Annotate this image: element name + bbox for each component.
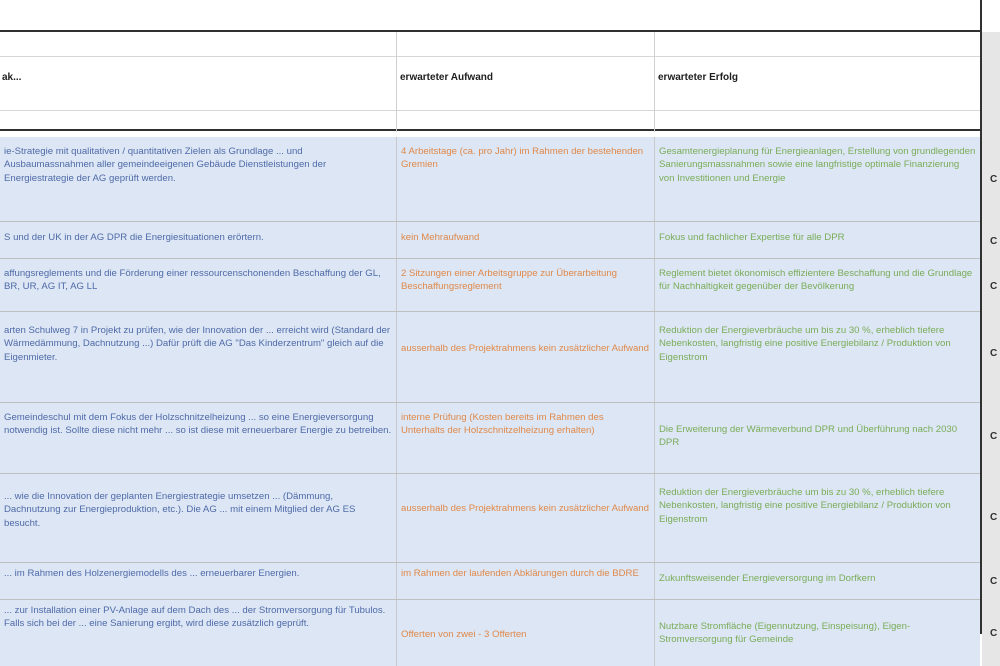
side-cell-mark: C (990, 576, 998, 587)
column-divider (654, 32, 655, 132)
table-row (0, 312, 980, 402)
table-row (0, 137, 980, 221)
row-success-text: Fokus und fachlicher Expertise für alle DPR (654, 222, 980, 258)
header-cell-expected-success: erwarteter Erfolg (658, 72, 739, 83)
side-cell-mark: C (990, 431, 998, 442)
table-row (0, 474, 980, 562)
header-cell-expected-effort: erwarteter Aufwand (400, 72, 493, 83)
row-effort-text: im Rahmen der laufenden Abklärungen durch die BDRE (396, 563, 654, 599)
table-row (0, 563, 980, 599)
row-effort-text: ausserhalb des Projektrahmens kein zusätzlicher Aufwand (396, 474, 654, 562)
side-cell-mark: C (990, 281, 998, 292)
side-cell-mark: C (990, 174, 998, 185)
row-effort-text: Offerten von zwei - 3 Offerten (396, 600, 654, 666)
table-row (0, 259, 980, 311)
side-cell-mark: C (990, 348, 998, 359)
row-action-text: Gemeindeschul mit dem Fokus der Holzschnitzelheizung ... so eine Energieversorgung notwendig ist. Sollte diese nicht mehr ... so ist diese mit erneuerbarer Energie zu betreiben. (4, 412, 392, 437)
row-success-text: Gesamtenergieplanung für Energieanlagen, Erstellung von grundlegenden Sanierungsmassnahmen sowie eine langfristige optimale Finanzierung von Investitionen und Energie (654, 137, 980, 221)
grid-line-header-bottom (0, 129, 982, 131)
table-row (0, 403, 980, 473)
row-action-text: ... im Rahmen des Holzenergiemodells des ... erneuerbarer Energien. (4, 568, 300, 579)
row-action-text: arten Schulweg 7 in Projekt zu prüfen, wie der Innovation der ... erreicht wird (Standard der Wärmedämmung, Dachnutzung ...) Dafür prüft die AG "Das Kinderzentrum" gleich auf die Eigenmieter. (4, 325, 391, 363)
column-divider (396, 32, 397, 132)
row-success-text: Reglement bietet ökonomisch effizientere Beschaffung und die Grundlage für Nachhaltigkeit gegenüber der Bevölkerung (654, 259, 980, 311)
row-action-text: ... wie die Innovation der geplanten Energiestrategie umsetzen ... (Dämmung, Dachnutzung zur Energieproduktion, etc.). Die AG ... mit einem Mitglied der AG ES besucht. (4, 491, 356, 529)
side-cell-mark: C (990, 628, 998, 639)
row-action-text: ... zur Installation einer PV-Anlage auf dem Dach des ... der Stromversorgung für Tubulos. Falls sich bei der ... eine Sanierung ergibt, wird diese zusätzlich geprüft. (4, 605, 386, 630)
row-success-text: Die Erweiterung der Wärmeverbund DPR und Überführung nach 2030 DPR (654, 403, 980, 473)
table-row (0, 222, 980, 258)
grid-line (0, 110, 982, 111)
row-success-text: Reduktion der Energieverbräuche um bis zu 30 %, erheblich tiefere Nebenkosten, langfristig eine positive Energiebilanz / Produktion von Eigenstrom (654, 312, 980, 402)
row-effort-text: 4 Arbeitstage (ca. pro Jahr) im Rahmen der bestehenden Gremien (396, 137, 654, 221)
row-action-text: S und der UK in der AG DPR die Energiesituationen erörtern. (4, 232, 264, 244)
row-effort-text: interne Prüfung (Kosten bereits im Rahmen des Unterhalts der Holzschnitzelheizung erhalten) (396, 403, 654, 473)
row-action-text: affungsreglements und die Förderung einer ressourcenschonenden Beschaffung der GL, BR, UR, AG IT, AG LL (4, 268, 381, 293)
row-success-text: Reduktion der Energieverbräuche um bis zu 30 %, erheblich tiefere Nebenkosten, langfristig eine positive Energiebilanz / Produktion von Eigenstrom (654, 474, 980, 562)
grid-line-top (0, 30, 982, 32)
row-effort-text: kein Mehraufwand (396, 222, 654, 258)
row-action-text: ie-Strategie mit qualitativen / quantitativen Zielen als Grundlage ... und Ausbaumassnahmen aller gemeindeeigenen Gebäude Dienstleistungen der Energiestrategie der AG geprüft werden. (4, 146, 327, 184)
header-cell-1: ak... (2, 72, 22, 83)
row-effort-text: 2 Sitzungen einer Arbeitsgruppe zur Überarbeitung Beschaffungsreglement (396, 259, 654, 311)
side-cell-mark: C (990, 512, 998, 523)
side-cell-mark: C (990, 236, 998, 247)
row-success-text: Nutzbare Stromfläche (Eigennutzung, Einspeisung), Eigen-Stromversorgung für Gemeinde (654, 600, 980, 666)
table-row (0, 600, 980, 666)
grid-line (0, 56, 982, 57)
row-effort-text: ausserhalb des Projektrahmens kein zusätzlicher Aufwand (396, 312, 654, 402)
row-success-text: Zukunftsweisender Energieversorgung im Dorfkern (654, 563, 980, 599)
